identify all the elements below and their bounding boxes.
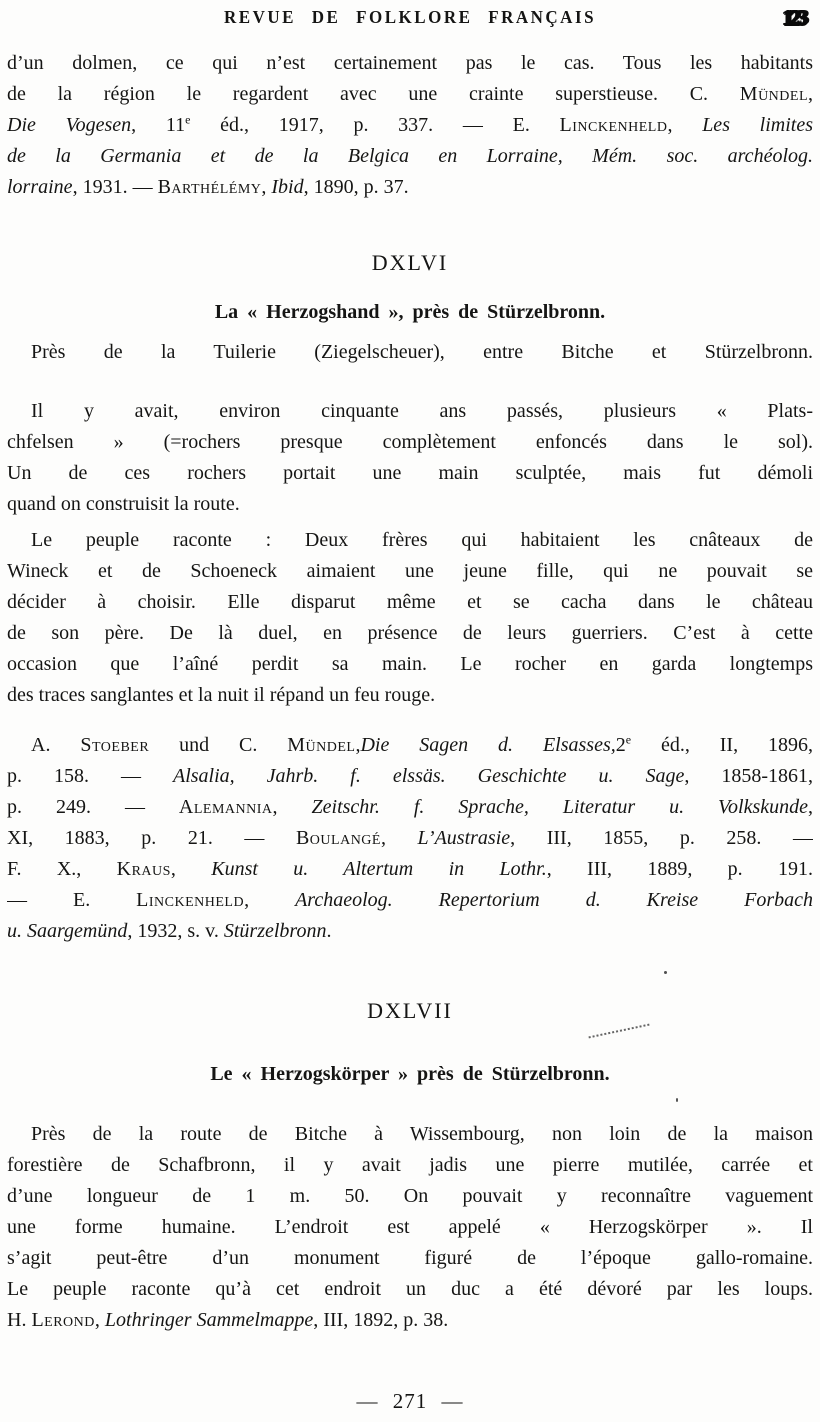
text-line: H. Lerond, Lothringer Sammelmappe, III, 1892, p. 38. <box>7 1309 449 1331</box>
ink-speck <box>676 1098 678 1102</box>
text-line: p. 249. — Alemannia, Zeitschr. f. Sprache, Literatur u. Volkskunde, <box>7 796 813 818</box>
text-line: Wineck et de Schoeneck aimaient une jeune fille, qui ne pouvait se <box>7 560 813 582</box>
text-line: u. Saargemünd, 1932, s. v. Stürzelbronn. <box>7 920 332 942</box>
section-number-dxlvi: DXLVI <box>371 250 449 275</box>
text-line: lorraine, 1931. — Barthélémy, Ibid, 1890, p. 37. <box>7 176 409 198</box>
text-line: Die Vogesen, 11e éd., 1917, p. 337. — E. Linckenheld, Les limites <box>7 112 813 136</box>
section-title-herzogshand: La « Herzogshand », près de Stürzelbronn. <box>214 301 606 323</box>
text-line: — E. Linckenheld, Archaeolog. Repertorium d. Kreise Forbach <box>7 889 813 911</box>
text-line: d’une longueur de 1 m. 50. On pouvait y reconnaître vaguement <box>7 1185 813 1207</box>
paragraph-herzogskoerper <box>7 1119 813 1336</box>
section-number-dxlvii: DXLVII <box>367 998 453 1023</box>
text-line: A. Stoeber und C. Mündel,Die Sagen d. Elsasses,2e éd., II, 1896, <box>31 732 813 756</box>
section-subtitle <box>7 337 813 368</box>
text-line: décider à choisir. Elle disparut même et se cacha dans le château <box>7 591 813 613</box>
text-line: Près de la route de Bitche à Wissembourg, non loin de la maison <box>31 1123 813 1145</box>
text-line: Le peuple raconte qu’à cet endroit un duc a été dévoré par les loups. <box>7 1278 813 1300</box>
paragraph-platschfelsen <box>7 396 813 520</box>
ink-speck <box>664 971 667 974</box>
section-title-herzogskoerper: Le « Herzogskörper » près de Stürzelbronn. <box>210 1063 610 1085</box>
running-header <box>0 5 820 34</box>
paragraph-bibliography <box>7 730 813 947</box>
text-line: Près de la Tuilerie (Ziegelscheuer), entre Bitche et Stürzelbronn. <box>31 341 813 363</box>
text-line: p. 158. — Alsalia, Jahrb. f. elssäs. Geschichte u. Sage, 1858-1861, <box>7 765 813 787</box>
text-line: F. X., Kraus, Kunst u. Altertum in Lothr., III, 1889, p. 191. <box>7 858 813 880</box>
journal-title: REVUE DE FOLKLORE FRANÇAIS <box>223 7 597 28</box>
text-line: d’un dolmen, ce qui n’est certainement pas le cas. Tous les habitants <box>7 52 813 74</box>
text-line: de la Germania et de la Belgica en Lorraine, Mém. soc. archéolog. <box>7 145 813 167</box>
text-line: occasion que l’aîné perdit sa main. Le rocher en garda longtemps <box>7 653 813 675</box>
paragraph-legende <box>7 525 813 711</box>
text-line: chfelsen » (=rochers presque complètement enfoncés dans le sol). <box>7 431 813 453</box>
header-page-number-smudged: 123 <box>781 5 804 29</box>
text-line: XI, 1883, p. 21. — Boulangé, L’Austrasie, III, 1855, p. 258. — <box>7 827 813 849</box>
text-line: forestière de Schafbronn, il y avait jadis une pierre mutilée, carrée et <box>7 1154 813 1176</box>
text-column <box>0 48 820 1336</box>
text-line: quand on construisit la route. <box>7 493 240 515</box>
text-line: une forme humaine. L’endroit est appelé « Herzogskörper ». Il <box>7 1216 813 1238</box>
text-line: Il y avait, environ cinquante ans passés, plusieurs « Plats- <box>31 400 813 422</box>
text-line: de la région le regardent avec une crainte superstieuse. C. Mündel, <box>7 83 813 105</box>
footer-page-number: — 271 — <box>356 1389 464 1413</box>
text-line: Le peuple raconte : Deux frères qui habitaient les cnâteaux de <box>31 529 813 551</box>
text-line: des traces sanglantes et la nuit il répand un feu rouge. <box>7 684 436 706</box>
text-line: Un de ces rochers portait une main sculptée, mais fut démoli <box>7 462 813 484</box>
text-line: s’agit peut-être d’un monument figuré de l’époque gallo-romaine. <box>7 1247 813 1269</box>
text-line: de son père. De là duel, en présence de leurs guerriers. C’est à cette <box>7 622 813 644</box>
paragraph-continuation <box>7 48 813 203</box>
